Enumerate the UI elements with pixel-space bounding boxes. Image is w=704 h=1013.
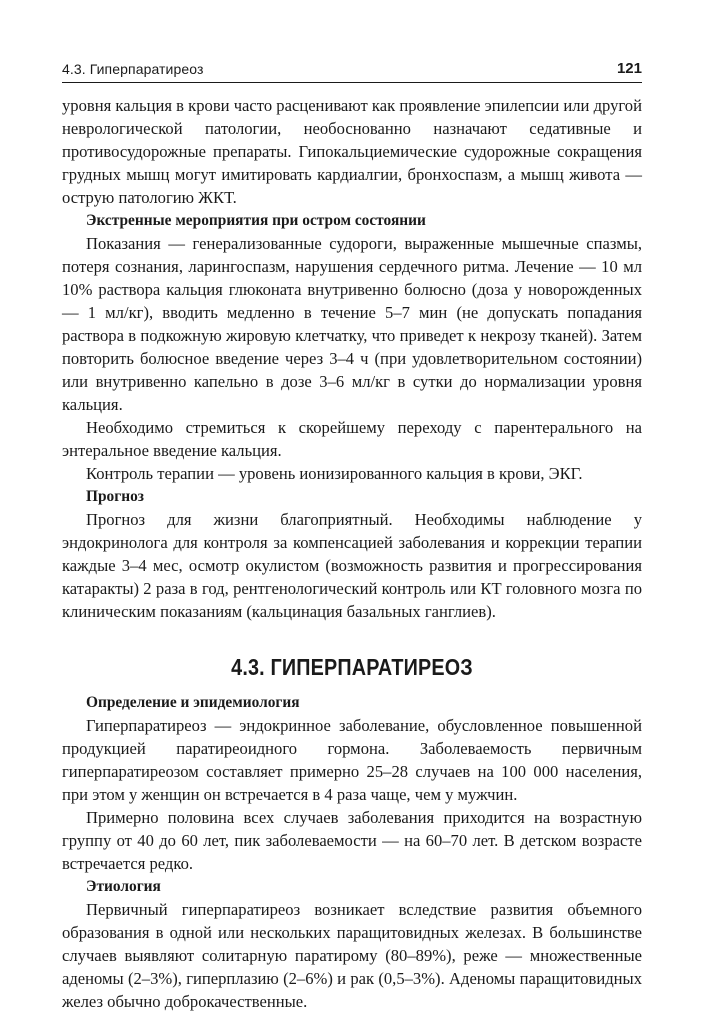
subheading-definition: Определение и эпидемиология: [86, 694, 300, 711]
paragraph-emergency-control: Контроль терапии — уровень ионизированного кальция в крови, ЭКГ.: [86, 464, 583, 483]
paragraph-emergency-transition: Необходимо стремиться к скорейшему переходу с парентерального на энтеральное введение кальция.: [62, 418, 642, 460]
paragraph-definition: Гиперпаратиреоз — эндокринное заболевание, обусловленное повышенной продукцией паратиреоидного гормона. Заболеваемость первичным гиперпаратиреозом составляет примерно 25–28 случаев на 100 000 населения, при этом у женщин он встречается в 4 раза чаще, чем у мужчин.: [62, 716, 642, 804]
section-title: 4.3. ГИПЕРПАРАТИРЕОЗ: [231, 654, 473, 680]
subheading-emergency: Экстренные мероприятия при остром состоянии: [86, 212, 426, 229]
paragraph-emergency-indications: Показания — генерализованные судороги, выраженные мышечные спазмы, потеря сознания, ларингоспазм, нарушения сердечного ритма. Лечение — 10 мл 10% раствора кальция глюконата внутривенно болюсно (доза у новорожденных — 1 мл/кг), вводить медленно в течение 5–7 мин (не допускать попадания раствора в подкожную жировую клетчатку, что приведет к некрозу тканей). Затем повторить болюсное введение через 3–4 ч (при удовлетворительном состоянии) или внутривенно капельно в дозе 3–6 мл/кг в сутки до нормализации уровня кальция.: [62, 234, 642, 414]
paragraph-prognosis: Прогноз для жизни благоприятный. Необходимы наблюдение у эндокринолога для контроля за компенсацией заболевания и коррекции терапии каждые 3–4 мес, осмотр окулистом (возможность развития и прогрессирования катаракты) 2 раза в год, рентгенологический контроль или КТ головного мозга по клиническим показаниям (кальцинация базальных ганглиев).: [62, 510, 642, 621]
page-number: 121: [616, 60, 642, 77]
subheading-prognosis: Прогноз: [86, 488, 144, 505]
paragraph-age-distribution: Примерно половина всех случаев заболевания приходится на возрастную группу от 40 до 60 лет, пик заболеваемости — на 60–70 лет. В детском возрасте встречается редко.: [62, 808, 642, 873]
page-body: [62, 94, 642, 1013]
running-header: [62, 60, 642, 83]
paragraph-continuation: уровня кальция в крови часто расценивают как проявление эпилепсии или другой неврологической патологии, необоснованно назначают седативные и противосудорожные препараты. Гипокальциемические судорожные сокращения грудных мышц могут имитировать кардиалгии, бронхоспазм, а мышц живота — острую патологию ЖКТ.: [62, 96, 642, 207]
running-header-section-title: 4.3. Гиперпаратиреоз: [62, 61, 204, 77]
subheading-etiology: Этиология: [86, 878, 161, 895]
paragraph-etiology: Первичный гиперпаратиреоз возникает вследствие развития объемного образования в одной или нескольких паращитовидных железах. В большинстве случаев выявляют солитарную паратирому (80–89%), реже — множественные аденомы (2–3%), гиперплазию (2–6%) и рак (0,5–3%). Аденомы паращитовидных желез обычно доброкачественные.: [62, 900, 642, 1011]
